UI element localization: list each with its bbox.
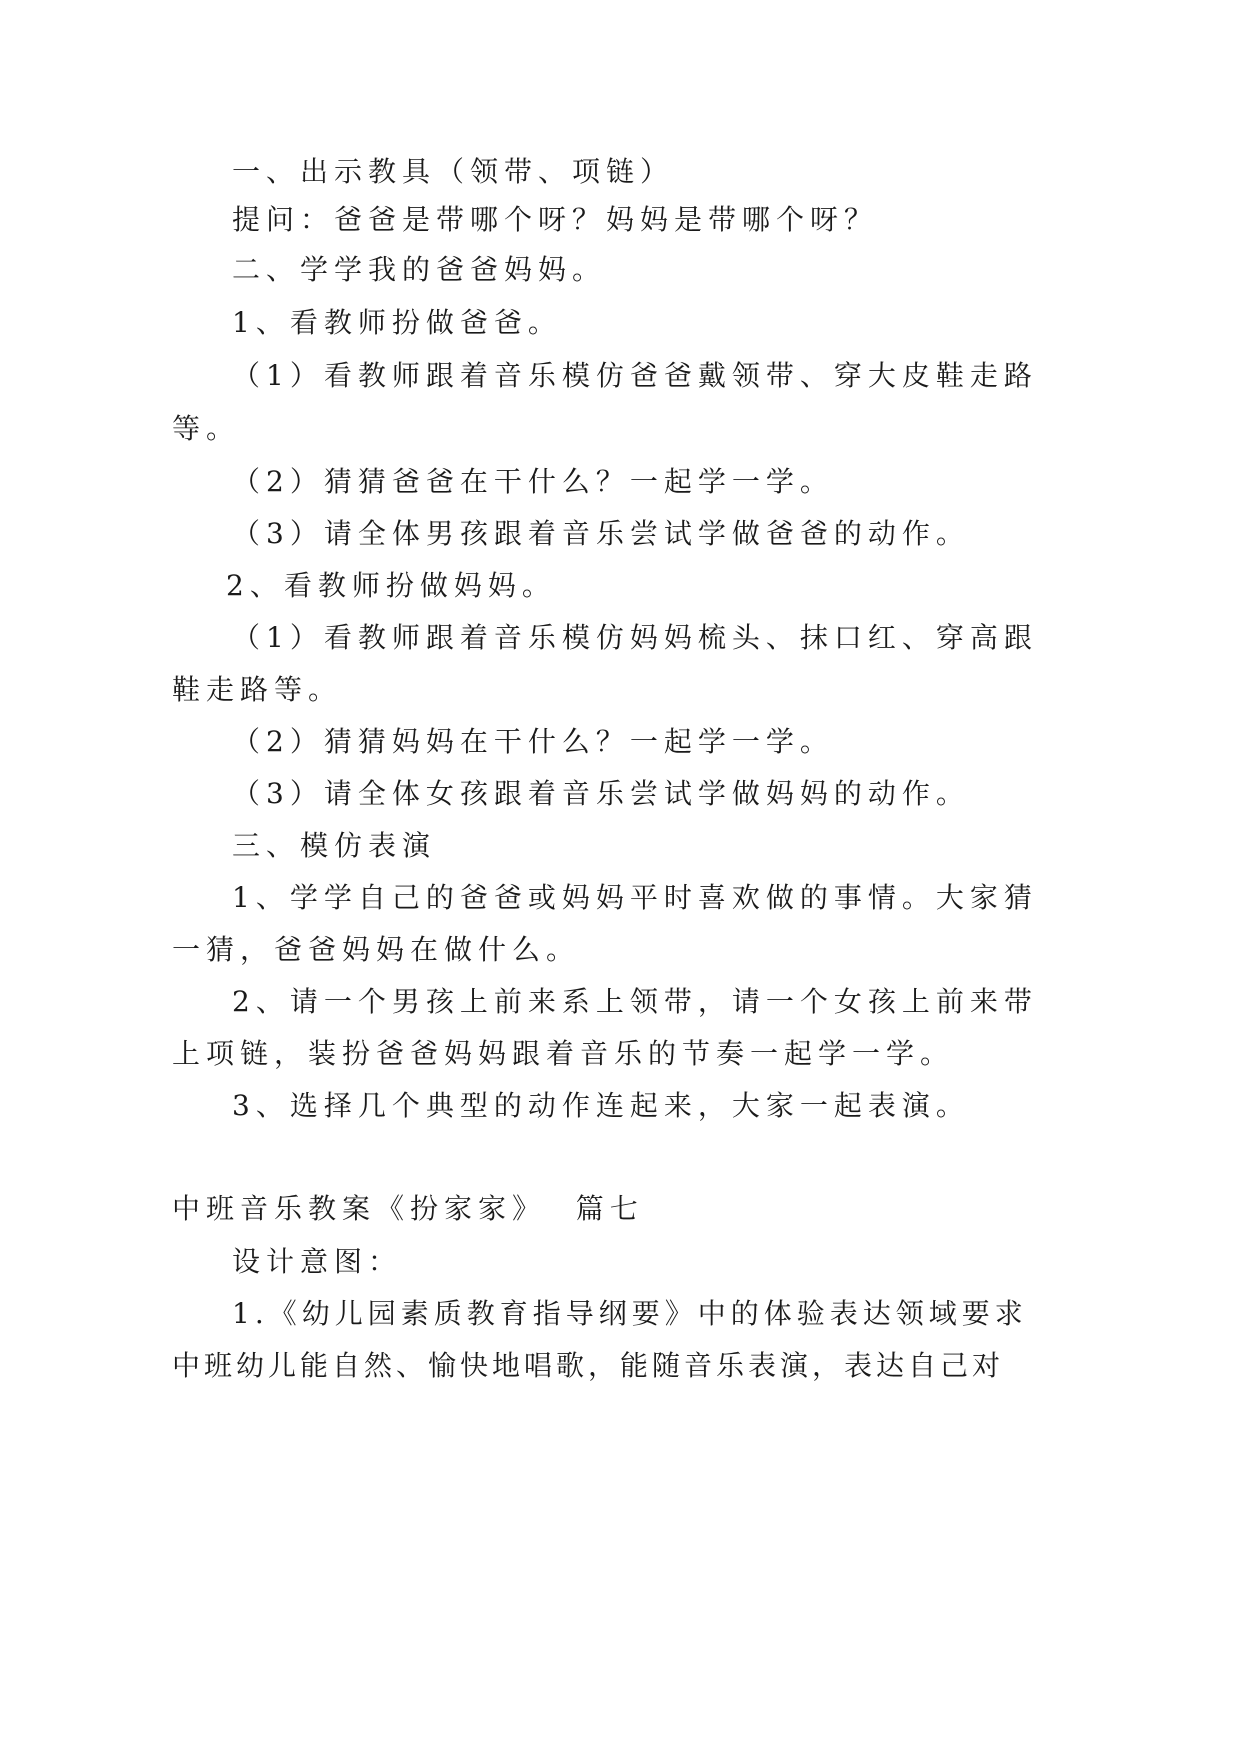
substep-mother-1: （1）看教师跟着音乐模仿妈妈梳头、抹口红、穿高跟: [232, 621, 1038, 654]
design-intent-line-2: 中班幼儿能自然、愉快地唱歌，能随音乐表演，表达自己对: [172, 1349, 1005, 1382]
design-intent-heading: 设计意图：: [232, 1245, 403, 1278]
perform-step-3: 3、选择几个典型的动作连起来，大家一起表演。: [232, 1089, 970, 1122]
section-heading-2: 二、学学我的爸爸妈妈。: [232, 253, 607, 286]
substep-father-1: （1）看教师跟着音乐模仿爸爸戴领带、穿大皮鞋走路: [232, 359, 1038, 392]
substep-mother-2: （2）猜猜妈妈在干什么？一起学一学。: [232, 725, 834, 758]
question-line: 提问：爸爸是带哪个呀？妈妈是带哪个呀？: [232, 203, 879, 236]
perform-step-1: 1、学学自己的爸爸或妈妈平时喜欢做的事情。大家猜: [232, 881, 1038, 914]
design-intent-line-1: 1.《幼儿园素质教育指导纲要》中的体验表达领域要求: [232, 1297, 1028, 1330]
perform-step-2-cont: 上项链，装扮爸爸妈妈跟着音乐的节奏一起学一学。: [172, 1037, 955, 1070]
perform-step-2: 2、请一个男孩上前来系上领带，请一个女孩上前来带: [232, 985, 1038, 1018]
section-heading-1: 一、出示教具（领带、项链）: [232, 155, 675, 188]
perform-step-1-cont: 一猜，爸爸妈妈在做什么。: [172, 933, 581, 966]
substep-mother-1-cont: 鞋走路等。: [172, 673, 343, 706]
substep-father-3: （3）请全体男孩跟着音乐尝试学做爸爸的动作。: [232, 517, 970, 550]
lesson-title: 中班音乐教案《扮家家》 篇七: [172, 1192, 644, 1225]
step-1-father: 1、看教师扮做爸爸。: [232, 306, 562, 339]
step-2-mother: 2、看教师扮做妈妈。: [226, 569, 556, 602]
substep-father-1-cont: 等。: [172, 412, 241, 445]
substep-father-2: （2）猜猜爸爸在干什么？一起学一学。: [232, 465, 834, 498]
section-heading-3: 三、模仿表演: [232, 829, 437, 862]
substep-mother-3: （3）请全体女孩跟着音乐尝试学做妈妈的动作。: [232, 777, 970, 810]
